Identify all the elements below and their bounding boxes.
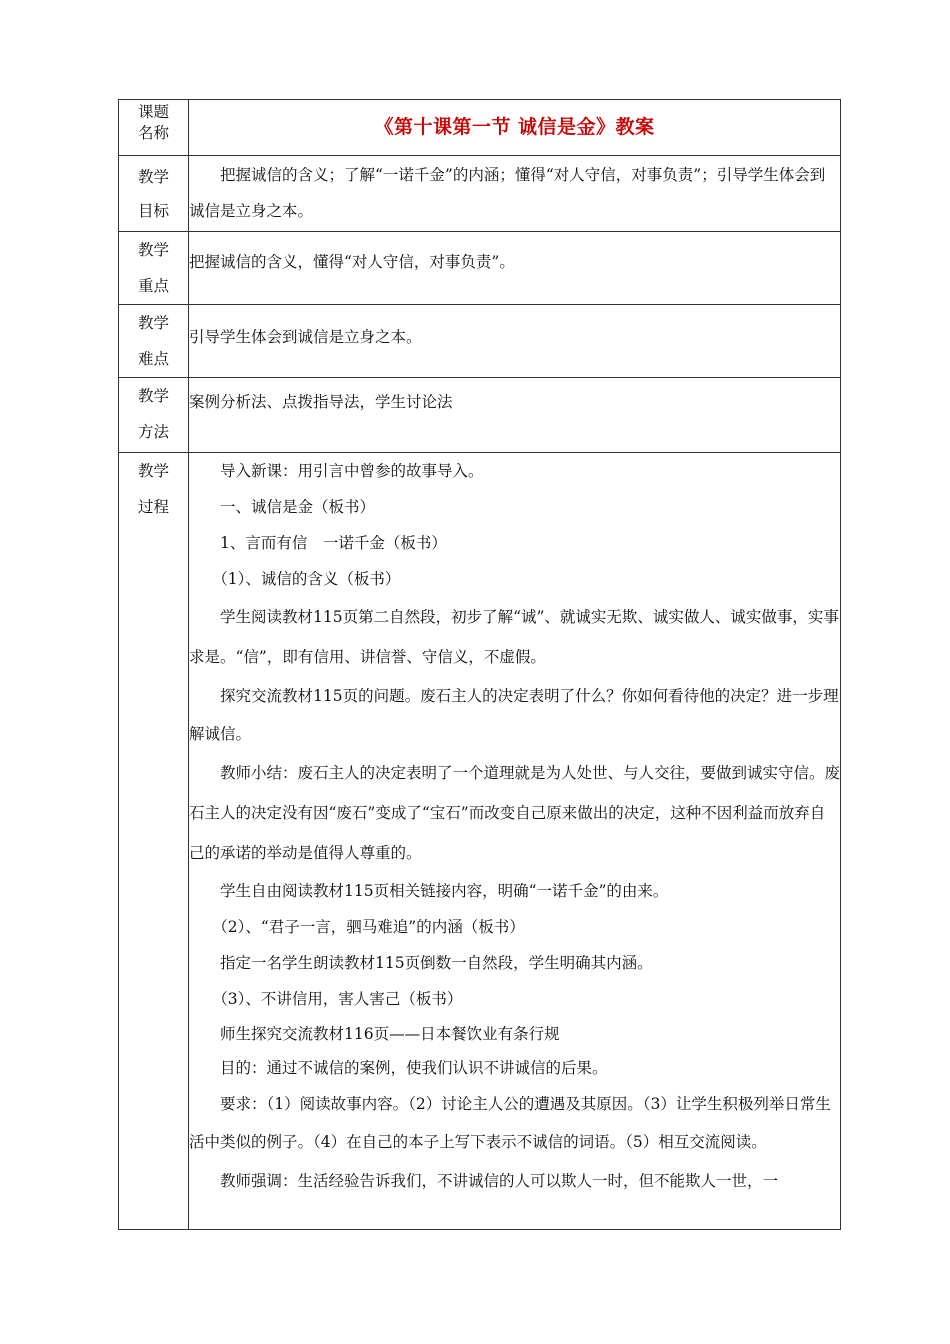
objective-label: 教学目标 <box>137 168 169 220</box>
page-title: 《第十课第一节 诚信是金》教案 <box>374 116 655 138</box>
title-cell <box>189 100 841 156</box>
title-label: 课题名称 <box>137 103 169 142</box>
key-point-row <box>119 232 841 305</box>
process-paragraph: 目的：通过不诚信的案例，使我们认识不讲诚信的后果。 <box>220 1059 608 1077</box>
key-point-text: 把握诚信的含义，懂得“对人守信，对事负责”。 <box>189 253 515 271</box>
process-paragraph: （3）、不讲信用，害人害己（板书） <box>212 990 463 1008</box>
row-label-cell <box>119 305 189 378</box>
difficulty-text: 引导学生体会到诚信是立身之本。 <box>189 328 422 346</box>
objective-row <box>119 156 841 232</box>
process-label: 教学过程 <box>137 462 169 516</box>
row-label-cell <box>119 232 189 305</box>
title-label-cell <box>119 100 189 156</box>
process-paragraph: 1、言而有信 一诺千金（板书） <box>220 534 447 552</box>
method-cell <box>189 378 841 453</box>
process-paragraph: （2）、“君子一言，驷马难追”的内涵（板书） <box>212 918 525 936</box>
process-paragraph: 导入新课：用引言中曾参的故事导入。 <box>220 462 484 480</box>
method-row <box>119 378 841 453</box>
method-text: 案例分析法、点拨指导法，学生讨论法 <box>189 393 453 411</box>
row-label-cell <box>119 156 189 232</box>
process-paragraph: 教师小结：废石主人的决定表明了一个道理就是为人处世、与人交往，要做到诚实守信。废石主人的决定没有因“废石”变成了“宝石”而改变自己原来做出的决定，这种不因利益而放弃自己的承诺的举动是值得人尊重的。 <box>189 764 841 862</box>
method-label: 教学方法 <box>137 387 169 441</box>
key-point-label: 教学重点 <box>137 241 169 295</box>
process-cell <box>189 453 841 1230</box>
process-paragraph: 师生探究交流教材116页——日本餐饮业有条行规 <box>220 1025 560 1043</box>
objective-text: 把握诚信的含义；了解“一诺千金”的内涵；懂得“对人守信，对事负责”；引导学生体会到诚信是立身之本。 <box>189 166 826 220</box>
row-label-cell <box>119 453 189 1230</box>
process-paragraph: 学生阅读教材115页第二自然段，初步了解“诚”、就诚实无欺、诚实做人、诚实做事，实事求是。“信”，即有信用、讲信誉、守信义，不虚假。 <box>189 608 839 666</box>
process-row <box>119 453 841 1230</box>
process-paragraph: 指定一名学生朗读教材115页倒数一自然段，学生明确其内涵。 <box>220 954 653 972</box>
process-paragraph: （1）、诚信的含义（板书） <box>212 570 401 588</box>
process-paragraph: 学生自由阅读教材115页相关链接内容，明确“一诺千金”的由来。 <box>220 882 669 900</box>
difficulty-row <box>119 305 841 378</box>
difficulty-label: 教学难点 <box>137 314 169 368</box>
process-paragraph: 教师强调：生活经验告诉我们，不讲诚信的人可以欺人一时，但不能欺人一世，一 <box>220 1172 779 1190</box>
key-point-cell <box>189 232 841 305</box>
process-body <box>189 453 840 1201</box>
difficulty-cell <box>189 305 841 378</box>
process-paragraph: 要求：（1）阅读故事内容。（2）讨论主人公的遭遇及其原因。（3）让学生积极列举日常生活中类似的例子。（4）在自己的本子上写下表示不诚信的词语。（5）相互交流阅读。 <box>189 1095 831 1151</box>
objective-cell <box>189 156 841 232</box>
lesson-plan-table <box>118 99 841 1230</box>
process-paragraph: 一、诚信是金（板书） <box>220 498 376 516</box>
title-row <box>119 100 841 156</box>
row-label-cell <box>119 378 189 453</box>
process-paragraph: 探究交流教材115页的问题。废石主人的决定表明了什么？你如何看待他的决定？进一步理解诚信。 <box>189 687 839 743</box>
